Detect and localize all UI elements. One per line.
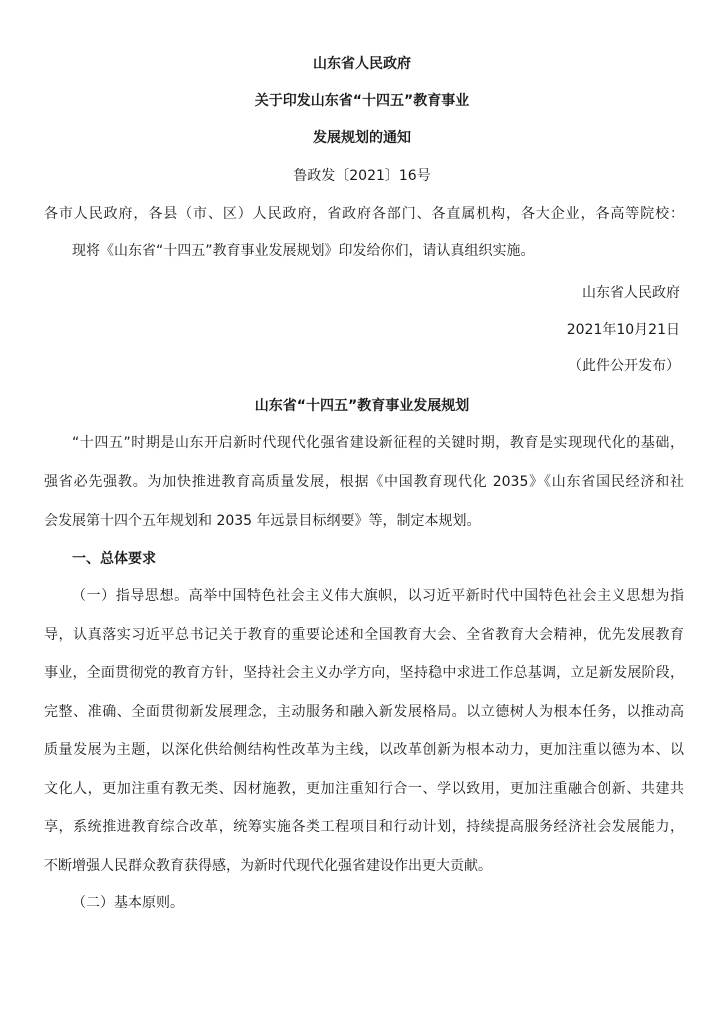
intro-line: 强省必先强教。为加快推进教育高质量发展，根据《中国教育现代化 2035》《山东省国民经济和社 — [44, 474, 684, 490]
signature-organization: 山东省人民政府 — [582, 285, 680, 301]
basic-principles-heading: （二）基本原则。 — [72, 895, 184, 911]
plan-title: 山东省“十四五”教育事业发展规划 — [254, 398, 470, 414]
issuer-heading: 山东省人民政府 — [313, 56, 411, 72]
notice-title-line-2: 发展规划的通知 — [313, 130, 411, 146]
guiding-thought-line: 导，认真落实习近平总书记关于教育的重要论述和全国教育大会、全省教育大会精神，优先发展教育 — [44, 627, 684, 643]
section-heading-general-requirements: 一、总体要求 — [72, 551, 156, 567]
notice-recipients: 各市人民政府，各县（市、区）人民政府，省政府各部门、各直属机构，各大企业，各高等院校： — [44, 206, 684, 222]
guiding-thought-line: （一）指导思想。高举中国特色社会主义伟大旗帜，以习近平新时代中国特色社会主义思想为指 — [72, 588, 684, 604]
guiding-thought-line: 完整、准确、全面贯彻新发展理念，主动服务和融入新发展格局。以立德树人为根本任务，以推动高 — [44, 704, 684, 720]
publish-note: （此件公开发布） — [568, 358, 680, 374]
document-number: 鲁政发〔2021〕16号 — [293, 168, 431, 184]
intro-line: “十四五”时期是山东开启新时代现代化强省建设新征程的关键时期，教育是实现现代化的基础， — [72, 435, 684, 451]
signature-date: 2021年10月21日 — [566, 322, 680, 338]
intro-line: 会发展第十四个五年规划和 2035 年远景目标纲要》等，制定本规划。 — [44, 513, 481, 529]
guiding-thought-line: 不断增强人民群众教育获得感，为新时代现代化强省建设作出更大贡献。 — [44, 858, 492, 874]
notice-body: 现将《山东省“十四五”教育事业发展规划》印发给你们，请认真组织实施。 — [72, 243, 535, 259]
guiding-thought-line: 质量发展为主题，以深化供给侧结构性改革为主线，以改革创新为根本动力，更加注重以德为本、以 — [44, 742, 684, 758]
notice-title-line-1: 关于印发山东省“十四五”教育事业 — [254, 93, 470, 109]
guiding-thought-line: 享，系统推进教育综合改革，统筹实施各类工程项目和行动计划，持续提高服务经济社会发展能力， — [44, 819, 684, 835]
guiding-thought-line: 文化人，更加注重有教无类、因材施教，更加注重知行合一、学以致用，更加注重融合创新、共建共 — [44, 781, 684, 797]
guiding-thought-line: 事业，全面贯彻党的教育方针，坚持社会主义办学方向，坚持稳中求进工作总基调，立足新发展阶段， — [44, 665, 684, 681]
